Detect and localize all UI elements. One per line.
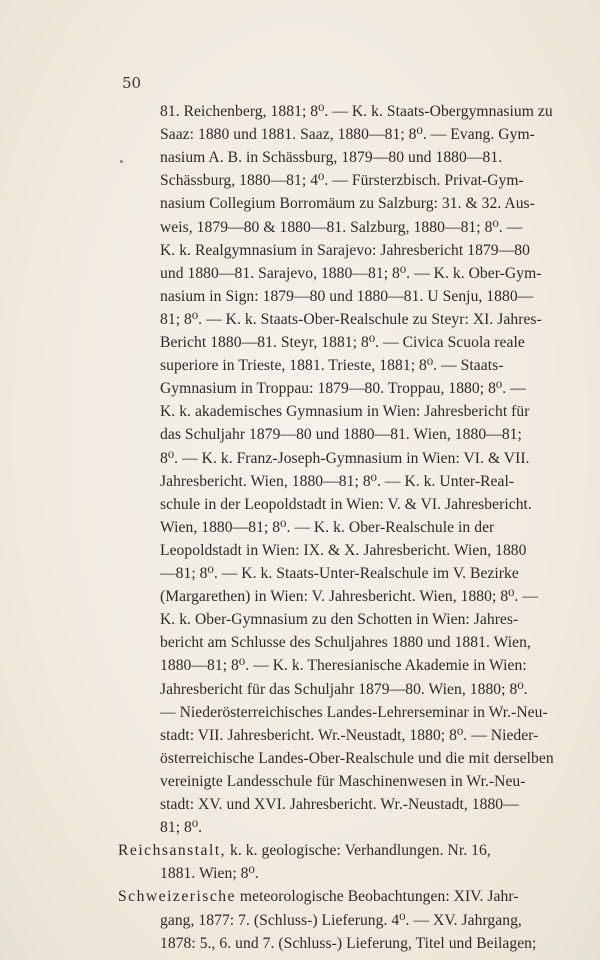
line-text: vereinigte Landesschule für Maschinenwesen in Wr.-Neu- <box>160 772 526 790</box>
line-text: österreichische Landes-Ober-Realschule und die mit derselben <box>160 749 554 767</box>
text-line <box>118 839 491 862</box>
line-text: und 1880—81. Sarajevo, 1880—81; 8⁰. — K. k. Ober-Gym- <box>160 264 542 282</box>
line-text: 81; 8⁰. <box>160 819 203 837</box>
line-text: schule in der Leopoldstadt in Wien: V. & VI. Jahresbericht. <box>160 495 532 513</box>
text-line <box>160 932 536 955</box>
text-line <box>160 724 538 747</box>
text-line <box>160 862 259 885</box>
page-number: 50 <box>122 74 142 92</box>
text-line <box>160 631 531 654</box>
text-line <box>160 539 526 562</box>
line-text: superiore in Trieste, 1881. Trieste, 1881; 8⁰. — Staats- <box>160 357 504 375</box>
text-line <box>160 377 526 400</box>
text-line <box>160 470 514 493</box>
line-text: — Niederösterreichisches Landes-Lehrerseminar in Wr.-Neu- <box>160 703 548 721</box>
text-line <box>160 331 525 354</box>
text-line <box>160 447 530 470</box>
line-text: Jahresbericht für das Schuljahr 1879—80. Wien, 1880; 8⁰. <box>160 680 528 698</box>
line-text: Jahresbericht. Wien, 1880—81; 8⁰. — K. k. Unter-Real- <box>160 472 515 490</box>
line-text: k. k. geologische: Verhandlungen. Nr. 16, <box>226 842 491 860</box>
line-text: stadt: XV. und XVI. Jahresbericht. Wr.-Neustadt, 1880— <box>160 796 519 813</box>
line-text: K. k. Ober-Gymnasium zu den Schotten in Wien: Jahres- <box>160 611 519 629</box>
text-line <box>160 585 538 608</box>
line-text: 81. Reichenberg, 1881; 8⁰. — K. k. Staats-Obergymnasium zu <box>160 103 553 120</box>
text-line <box>160 816 202 839</box>
text-line <box>160 169 524 192</box>
text-line <box>118 885 519 908</box>
line-text: Leopoldstadt in Wien: IX. & X. Jahresbericht. Wien, 1880 <box>160 541 527 559</box>
text-line <box>160 192 535 215</box>
line-text: K. k. akademisches Gymnasium in Wien: Jahresbericht für <box>160 403 530 421</box>
text-line <box>160 678 528 701</box>
text-line <box>160 308 542 331</box>
text-line <box>160 747 554 770</box>
line-text: Bericht 1880—81. Steyr, 1881; 8⁰. — Civica Scuola reale <box>160 334 525 351</box>
text-line <box>160 354 503 377</box>
text-line <box>160 562 519 585</box>
text-line <box>160 493 532 516</box>
line-text: 1881. Wien; 8⁰. <box>160 865 259 883</box>
line-text: (Margarethen) in Wien: V. Jahresbericht. Wien, 1880; 8⁰. — <box>160 588 539 606</box>
entry-heading: Reichsanstalt, <box>118 842 227 860</box>
line-text: stadt: VII. Jahresbericht. Wr.-Neustadt, 1880; 8⁰. — Nieder- <box>160 726 539 744</box>
line-text: meteorologische Beobachtungen: XIV. Jahr- <box>235 888 519 906</box>
text-line <box>160 400 530 423</box>
line-text: 1880—81; 8⁰. — K. k. Theresianische Akademie in Wien: <box>160 657 527 675</box>
line-text: 8⁰. — K. k. Franz-Joseph-Gymnasium in Wien: VI. & VII. <box>160 449 530 467</box>
line-text: Saaz: 1880 und 1881. Saaz, 1880—81; 8⁰. — Evang. Gym- <box>160 126 535 144</box>
text-line <box>160 608 518 631</box>
text-line <box>160 146 502 169</box>
text-line <box>160 285 533 308</box>
line-text: Schässburg, 1880—81; 4⁰. — Fürsterzbisch. Privat-Gym- <box>160 172 524 190</box>
text-line <box>160 516 494 539</box>
line-text: nasium Collegium Borromäum zu Salzburg: 31. & 32. Aus- <box>160 195 535 213</box>
line-text: 1878: 5., 6. und 7. (Schluss-) Lieferung, Titel und Beilagen; <box>160 934 537 952</box>
text-line <box>160 654 527 677</box>
line-text: Wien, 1880—81; 8⁰. — K. k. Ober-Realschule in der <box>160 518 495 536</box>
line-text: weis, 1879—80 & 1880—81. Salzburg, 1880—81; 8⁰. — <box>160 218 523 236</box>
text-line <box>160 100 553 123</box>
line-text: nasium in Sign: 1879—80 und 1880—81. U Senju, 1880— <box>160 287 534 305</box>
text-line <box>160 423 522 446</box>
line-text: bericht am Schlusse des Schuljahres 1880 und 1881. Wien, <box>160 634 531 652</box>
text-line <box>160 793 519 816</box>
text-line <box>160 262 542 285</box>
text-line <box>160 909 522 932</box>
line-text: 81; 8⁰. — K. k. Staats-Ober-Realschule zu Steyr: XI. Jahres- <box>160 310 542 328</box>
line-text: gang, 1877: 7. (Schluss-) Lieferung. 4⁰. — XV. Jahrgang, <box>160 911 522 929</box>
line-text: —81; 8⁰. — K. k. Staats-Unter-Realschule im V. Bezirke <box>160 565 519 582</box>
entry-heading: Schweizerische <box>118 888 236 906</box>
text-line <box>160 770 526 793</box>
line-text: das Schuljahr 1879—80 und 1880—81. Wien, 1880—81; <box>160 426 522 444</box>
ink-speck <box>120 160 123 163</box>
text-line <box>160 123 535 146</box>
text-line <box>160 701 548 724</box>
line-text: K. k. Realgymnasium in Sarajevo: Jahresbericht 1879—80 <box>160 241 530 259</box>
text-line <box>160 216 522 239</box>
line-text: nasium A. B. in Schässburg, 1879—80 und 1880—81. <box>160 149 503 167</box>
line-text: Gymnasium in Troppau: 1879—80. Troppau, 1880; 8⁰. — <box>160 380 526 398</box>
text-line <box>160 239 530 262</box>
